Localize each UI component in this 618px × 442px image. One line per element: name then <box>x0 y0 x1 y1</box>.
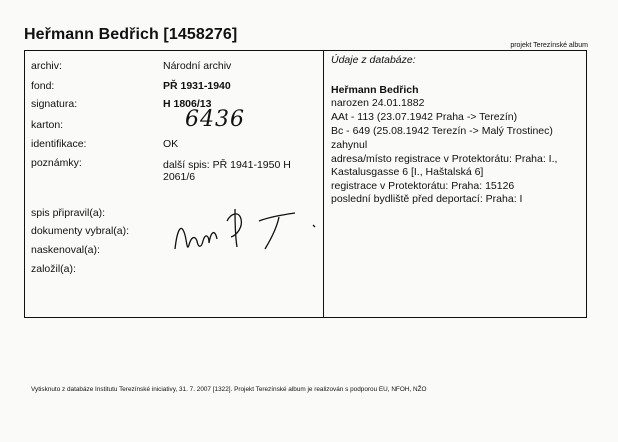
label-karton: karton: <box>31 119 64 131</box>
label-zalozil: založil(a): <box>31 263 76 275</box>
db-line: poslední bydliště před deportací: Praha: I <box>331 193 523 205</box>
project-label: projekt Terezínské album <box>510 42 588 49</box>
signature-scribble <box>165 191 325 261</box>
footer-note: Vytisknuto z databáze Institutu Terezínské iniciativy, 31. 7. 2007 [1322]. Projekt Terezínské album je realizován s podporou EU, NFOH, NŽO <box>31 386 427 393</box>
label-fond: fond: <box>31 80 55 92</box>
value-signatura: H 1806/13 <box>163 98 212 110</box>
label-archiv: archiv: <box>31 60 62 72</box>
value-identifikace: OK <box>163 138 179 150</box>
person-name: Heřmann Bedřich <box>331 84 419 96</box>
label-signatura: signatura: <box>31 98 78 110</box>
page-title: Heřmann Bedřich [1458276] <box>24 26 238 43</box>
value-karton-handwritten: 6436 <box>185 107 245 132</box>
db-line: adresa/místo registrace v Protektorátu: Praha: I., <box>331 153 558 165</box>
value-archiv: Národní archiv <box>163 60 232 72</box>
db-line: zahynul <box>331 139 368 151</box>
label-identifikace: identifikace: <box>31 138 87 150</box>
value-fond: PŘ 1931-1940 <box>163 80 231 92</box>
column-divider <box>323 51 324 317</box>
db-line: Kastalusgasse 6 [I., Haštalská 6] <box>331 166 484 178</box>
label-spis-pripravil: spis připravil(a): <box>31 207 106 219</box>
db-line: AAt - 113 (23.07.1942 Praha -> Terezín) <box>331 111 518 123</box>
value-poznamky: další spis: PŘ 1941-1950 H 2061/6 <box>163 159 291 183</box>
record-frame <box>24 50 587 318</box>
database-heading: Údaje z databáze: <box>331 54 416 66</box>
label-naskenoval: naskenoval(a): <box>31 244 100 256</box>
label-dokumenty-vybral: dokumenty vybral(a): <box>31 225 130 237</box>
db-line: Bc - 649 (25.08.1942 Terezín -> Malý Trostinec) <box>331 125 553 137</box>
label-poznamky: poznámky: <box>31 157 82 169</box>
db-line: registrace v Protektorátu: Praha: 15126 <box>331 180 515 192</box>
db-line: narozen 24.01.1882 <box>331 97 425 109</box>
